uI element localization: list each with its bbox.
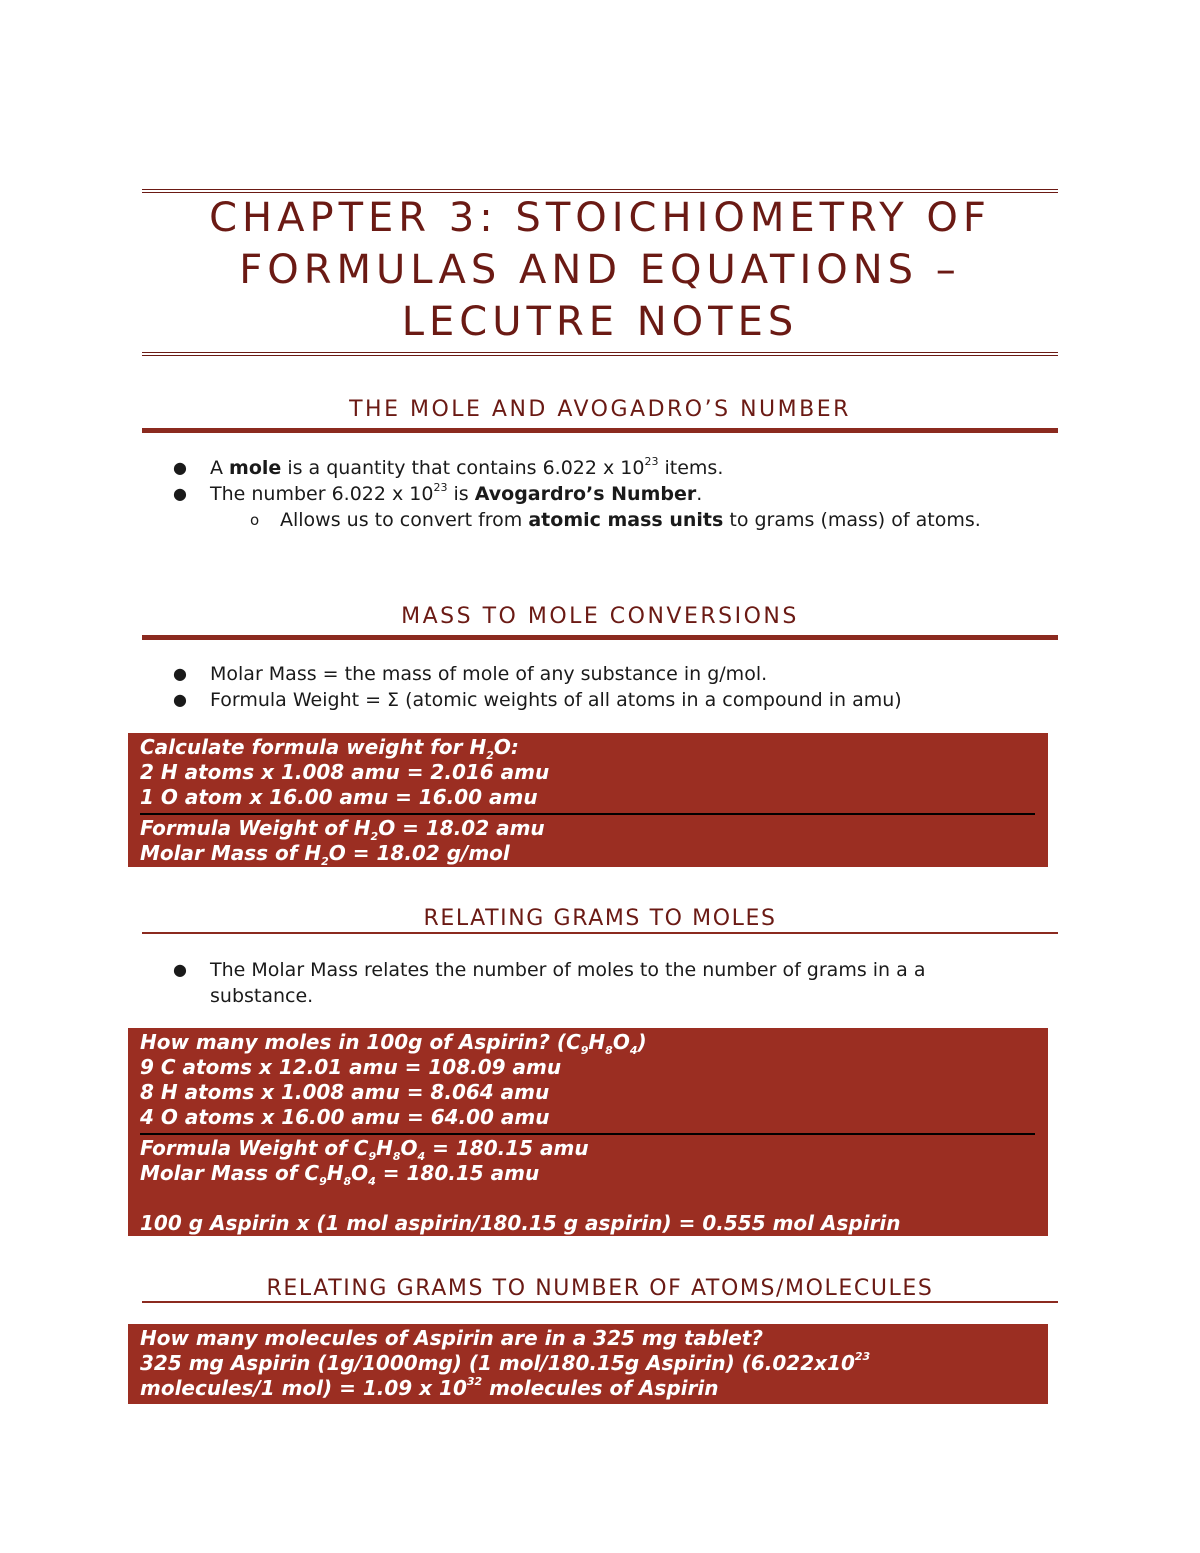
- example-result-line: Molar Mass of $H_2O = 18.02$ g/mol: [140, 841, 510, 868]
- example-result-line: 100 g Aspirin x (1 mol aspirin/180.15 g aspirin) = 0.555 mol Aspirin: [140, 1211, 901, 1235]
- bullet-list-mass-mole: [170, 661, 1030, 713]
- document-title: [142, 192, 1058, 348]
- section-heading-grams-moles: RELATING GRAMS TO MOLES: [423, 906, 777, 931]
- example-box-aspirin-molecules: [128, 1324, 1048, 1404]
- title-line-3: LECUTRE NOTES: [401, 299, 799, 345]
- bullet-icon: ●: [173, 690, 187, 709]
- title-line-1: CHAPTER 3: STOICHIOMETRY OF: [209, 195, 991, 241]
- example-line: molecules/1 mol) = 1.09 x $10^{32}$ molecules of Aspirin: [140, 1375, 719, 1400]
- example-line: 4 O atoms x 16.00 amu = 64.00 amu: [140, 1105, 550, 1129]
- example-result-line: Formula Weight of $C_9H_8O_4 = 180.15$ amu: [140, 1136, 589, 1163]
- bullet-list-mole: [170, 455, 1030, 533]
- example-line: How many moles in 100g of Aspirin? $(C_9H_8O_4)$: [140, 1030, 647, 1057]
- list-item: ● The number 6.022 x $10^{23}$ is Avogardro’s Number.: [173, 480, 703, 505]
- example-line: 8 H atoms x 1.008 amu = 8.064 amu: [140, 1080, 550, 1104]
- term-amu: atomic mass units: [528, 509, 724, 531]
- section-heading-grams-atoms: RELATING GRAMS TO NUMBER OF ATOMS/MOLECULES: [266, 1276, 934, 1301]
- example-result-line: Formula Weight of $H_2O = 18.02$ amu: [140, 816, 545, 843]
- example-box-water: [128, 733, 1048, 867]
- bullet-icon: ●: [173, 484, 187, 503]
- section-heading-mass-mole: MASS TO MOLE CONVERSIONS: [401, 604, 799, 629]
- bullet-list-grams-moles: [170, 957, 1030, 1009]
- term-avogadro: Avogardro’s Number: [474, 483, 697, 505]
- example-box-aspirin-moles: [128, 1028, 1048, 1236]
- list-item: ● Formula Weight = Σ (atomic weights of all atoms in a compound in amu): [173, 689, 902, 711]
- section-rule-mass-mole: [142, 635, 1058, 640]
- example-spacer: [140, 1186, 1036, 1211]
- title-line-2: FORMULAS AND EQUATIONS –: [239, 247, 961, 293]
- example-line: 1 O atom x 16.00 amu = 16.00 amu: [140, 785, 538, 809]
- example-divider: [140, 1133, 1035, 1135]
- section-rule-grams-moles: [142, 932, 1058, 934]
- term-mole: mole: [229, 457, 282, 479]
- title-bottom-rule: [142, 352, 1058, 356]
- example-result-line: Molar Mass of $C_9H_8O_4 = 180.15$ amu: [140, 1161, 540, 1188]
- example-divider: [140, 813, 1035, 815]
- section-rule-grams-atoms: [142, 1301, 1058, 1303]
- bullet-icon: ●: [173, 458, 187, 477]
- example-line: 325 mg Aspirin (1g/1000mg) (1 mol/180.15g Aspirin) ($6.022x10^{23}$: [140, 1350, 871, 1375]
- example-line: 2 H atoms x 1.008 amu = 2.016 amu: [140, 760, 550, 784]
- list-item: ● Molar Mass = the mass of mole of any substance in g/mol.: [173, 663, 768, 685]
- section-rule-mole: [142, 428, 1058, 433]
- bullet-icon: ●: [173, 664, 187, 683]
- example-line: Calculate formula weight for $H_2O$:: [140, 735, 519, 762]
- list-item: ● The Molar Mass relates the number of moles to the number of grams in a a substance.: [173, 959, 926, 1007]
- bullet-icon: ●: [173, 960, 187, 979]
- example-line: How many molecules of Aspirin are in a 325 mg tablet?: [140, 1326, 763, 1350]
- list-item-sub: o Allows us to convert from atomic mass units to grams (mass) of atoms.: [250, 509, 981, 531]
- list-item: ● A mole is a quantity that contains 6.022 x $10^{23}$ items.: [173, 454, 724, 479]
- section-heading-mole: THE MOLE AND AVOGADRO’S NUMBER: [349, 397, 851, 422]
- sub-bullet-icon: o: [250, 511, 260, 529]
- example-line: 9 C atoms x 12.01 amu = 108.09 amu: [140, 1055, 562, 1079]
